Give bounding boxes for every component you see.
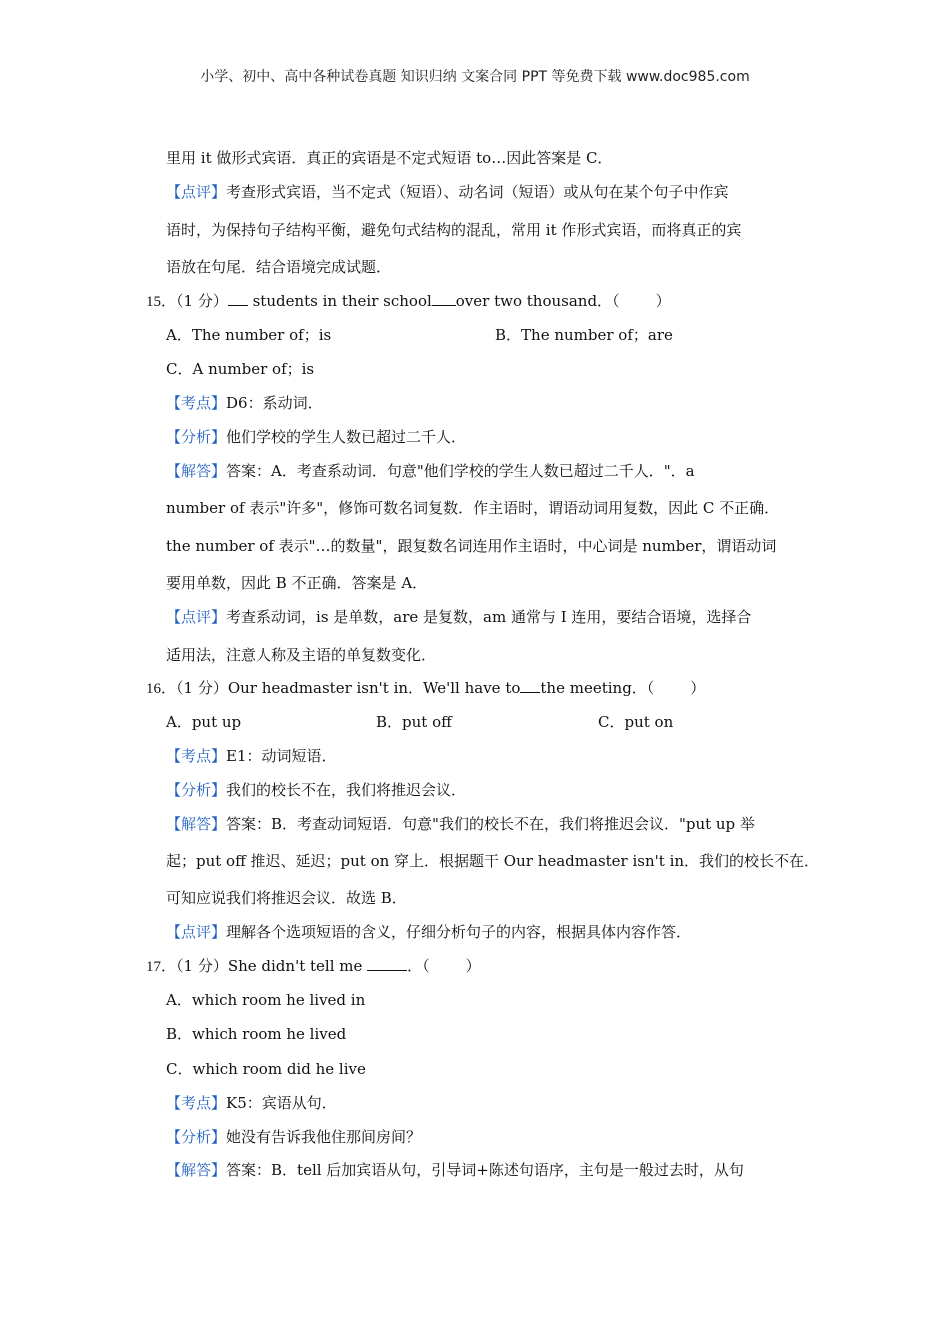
question-16: [146, 678, 705, 699]
jieda-line2: 起；put off 推迟、延迟；put on 穿上．根据题干 Our headmaster isn't in．我们的校长不在．: [166, 852, 820, 870]
kaodian-tag: 【考点】: [166, 1094, 227, 1112]
question-text: the meeting．（: [540, 679, 655, 697]
fenxi-tag: 【分析】: [166, 1128, 227, 1146]
dianping: [166, 922, 691, 942]
jieda-tag: 【解答】: [166, 1161, 227, 1179]
intro-comment-line2: 语时，为保持句子结构平衡，避免句式结构的混乱，常用 it 作形式宾语，而将真正的宾: [166, 221, 742, 239]
kaodian: [166, 393, 323, 413]
jieda-line4: 要用单数，因此 B 不正确．答案是 A．: [166, 574, 428, 592]
question-score: （1 分）: [176, 679, 228, 697]
jieda-text: 答案：B．考查动词短语．句意"我们的校长不在，我们将推迟会议．"put up 举: [226, 815, 755, 833]
kaodian-tag: 【考点】: [166, 394, 227, 412]
comment-tag: 【点评】: [166, 183, 227, 201]
question-text: students in their school: [252, 292, 432, 310]
fenxi-tag: 【分析】: [166, 781, 227, 799]
answer-blank: [520, 678, 540, 693]
kaodian-text: D6：系动词．: [226, 394, 323, 412]
jieda-tag: 【解答】: [166, 815, 227, 833]
jieda-line3: the number of 表示"…的数量"，跟复数名词连用作主语时，中心词是 number，谓语动词: [166, 537, 777, 555]
question-text: ．（: [407, 957, 430, 975]
jieda-text: 答案：A．考查系动词．句意"他们学校的学生人数已超过二千人．"．a: [226, 462, 695, 480]
option-a: A．The number of；is: [166, 326, 332, 344]
dianping-tag: 【点评】: [166, 608, 227, 626]
fenxi: [166, 1127, 421, 1147]
dianping-line2: 适用法，注意人称及主语的单复数变化．: [166, 646, 437, 664]
kaodian: [166, 746, 337, 766]
kaodian-text: K5：宾语从句．: [226, 1094, 337, 1112]
fenxi-text: 她没有告诉我他住那间房间？: [226, 1128, 422, 1146]
answer-blank: [228, 291, 248, 306]
question-text: over two thousand．（: [455, 292, 620, 310]
option-c: C．A number of；is: [166, 360, 315, 378]
question-paren-close: ）: [655, 292, 671, 310]
question-number: 16．: [146, 681, 177, 697]
fenxi-tag: 【分析】: [166, 428, 227, 446]
jieda: [166, 1160, 744, 1180]
intro-comment: [166, 182, 729, 202]
comment-text: 考查形式宾语，当不定式（短语）、动名词（短语）或从句在某个句子中作宾: [226, 183, 729, 201]
option-c: C．which room did he live: [166, 1060, 366, 1078]
option-a: A．which room he lived in: [166, 991, 366, 1009]
kaodian: [166, 1093, 337, 1113]
question-17: [146, 956, 481, 977]
fenxi: [166, 780, 466, 800]
jieda-text: 答案：B．tell 后加宾语从句，引导词+陈述句语序，主句是一般过去时，从句: [226, 1161, 744, 1179]
option-c: C．put on: [598, 713, 674, 731]
fenxi-text: 我们的校长不在，我们将推迟会议．: [226, 781, 467, 799]
fenxi-text: 他们学校的学生人数已超过二千人．: [226, 428, 467, 446]
dianping-tag: 【点评】: [166, 923, 227, 941]
answer-blank: [432, 291, 456, 306]
answer-blank: [367, 956, 407, 971]
fenxi: [166, 427, 466, 447]
question-text: She didn't tell me: [227, 957, 363, 975]
option-b: B．The number of；are: [495, 326, 673, 344]
jieda-tag: 【解答】: [166, 462, 227, 480]
question-number: 15．: [146, 294, 177, 310]
intro-line: 里用 it 做形式宾语．真正的宾语是不定式短语 to…因此答案是 C．: [166, 149, 613, 167]
question-paren-close: ）: [465, 957, 481, 975]
jieda-line2: number of 表示"许多"，修饰可数名词复数．作主语时，谓语动词用复数，因此 C 不正确．: [166, 499, 780, 517]
jieda: [166, 814, 755, 834]
page-header: 小学、初中、高中各种试卷真题 知识归纳 文案合同 PPT 等免费下载 www.doc985.com: [200, 69, 750, 85]
question-score: （1 分）: [176, 957, 228, 975]
question-paren-close: ）: [690, 679, 706, 697]
intro-comment-line3: 语放在句尾．结合语境完成试题．: [166, 258, 392, 276]
dianping: [166, 607, 751, 627]
dianping-text: 考查系动词，is 是单数，are 是复数，am 通常与 I 连用，要结合语境，选择合: [226, 608, 752, 626]
jieda-line3: 可知应说我们将推迟会议．故选 B．: [166, 889, 407, 907]
option-b: B．which room he lived: [166, 1025, 347, 1043]
kaodian-tag: 【考点】: [166, 747, 227, 765]
option-b: B．put off: [376, 713, 452, 731]
jieda: [166, 461, 695, 481]
question-text: Our headmaster isn't in．We'll have to: [227, 679, 521, 697]
option-a: A．put up: [166, 713, 242, 731]
question-number: 17．: [146, 959, 177, 975]
question-score: （1 分）: [176, 292, 228, 310]
dianping-text: 理解各个选项短语的含义，仔细分析句子的内容，根据具体内容作答．: [226, 923, 692, 941]
kaodian-text: E1：动词短语．: [226, 747, 337, 765]
question-15: [146, 291, 671, 312]
